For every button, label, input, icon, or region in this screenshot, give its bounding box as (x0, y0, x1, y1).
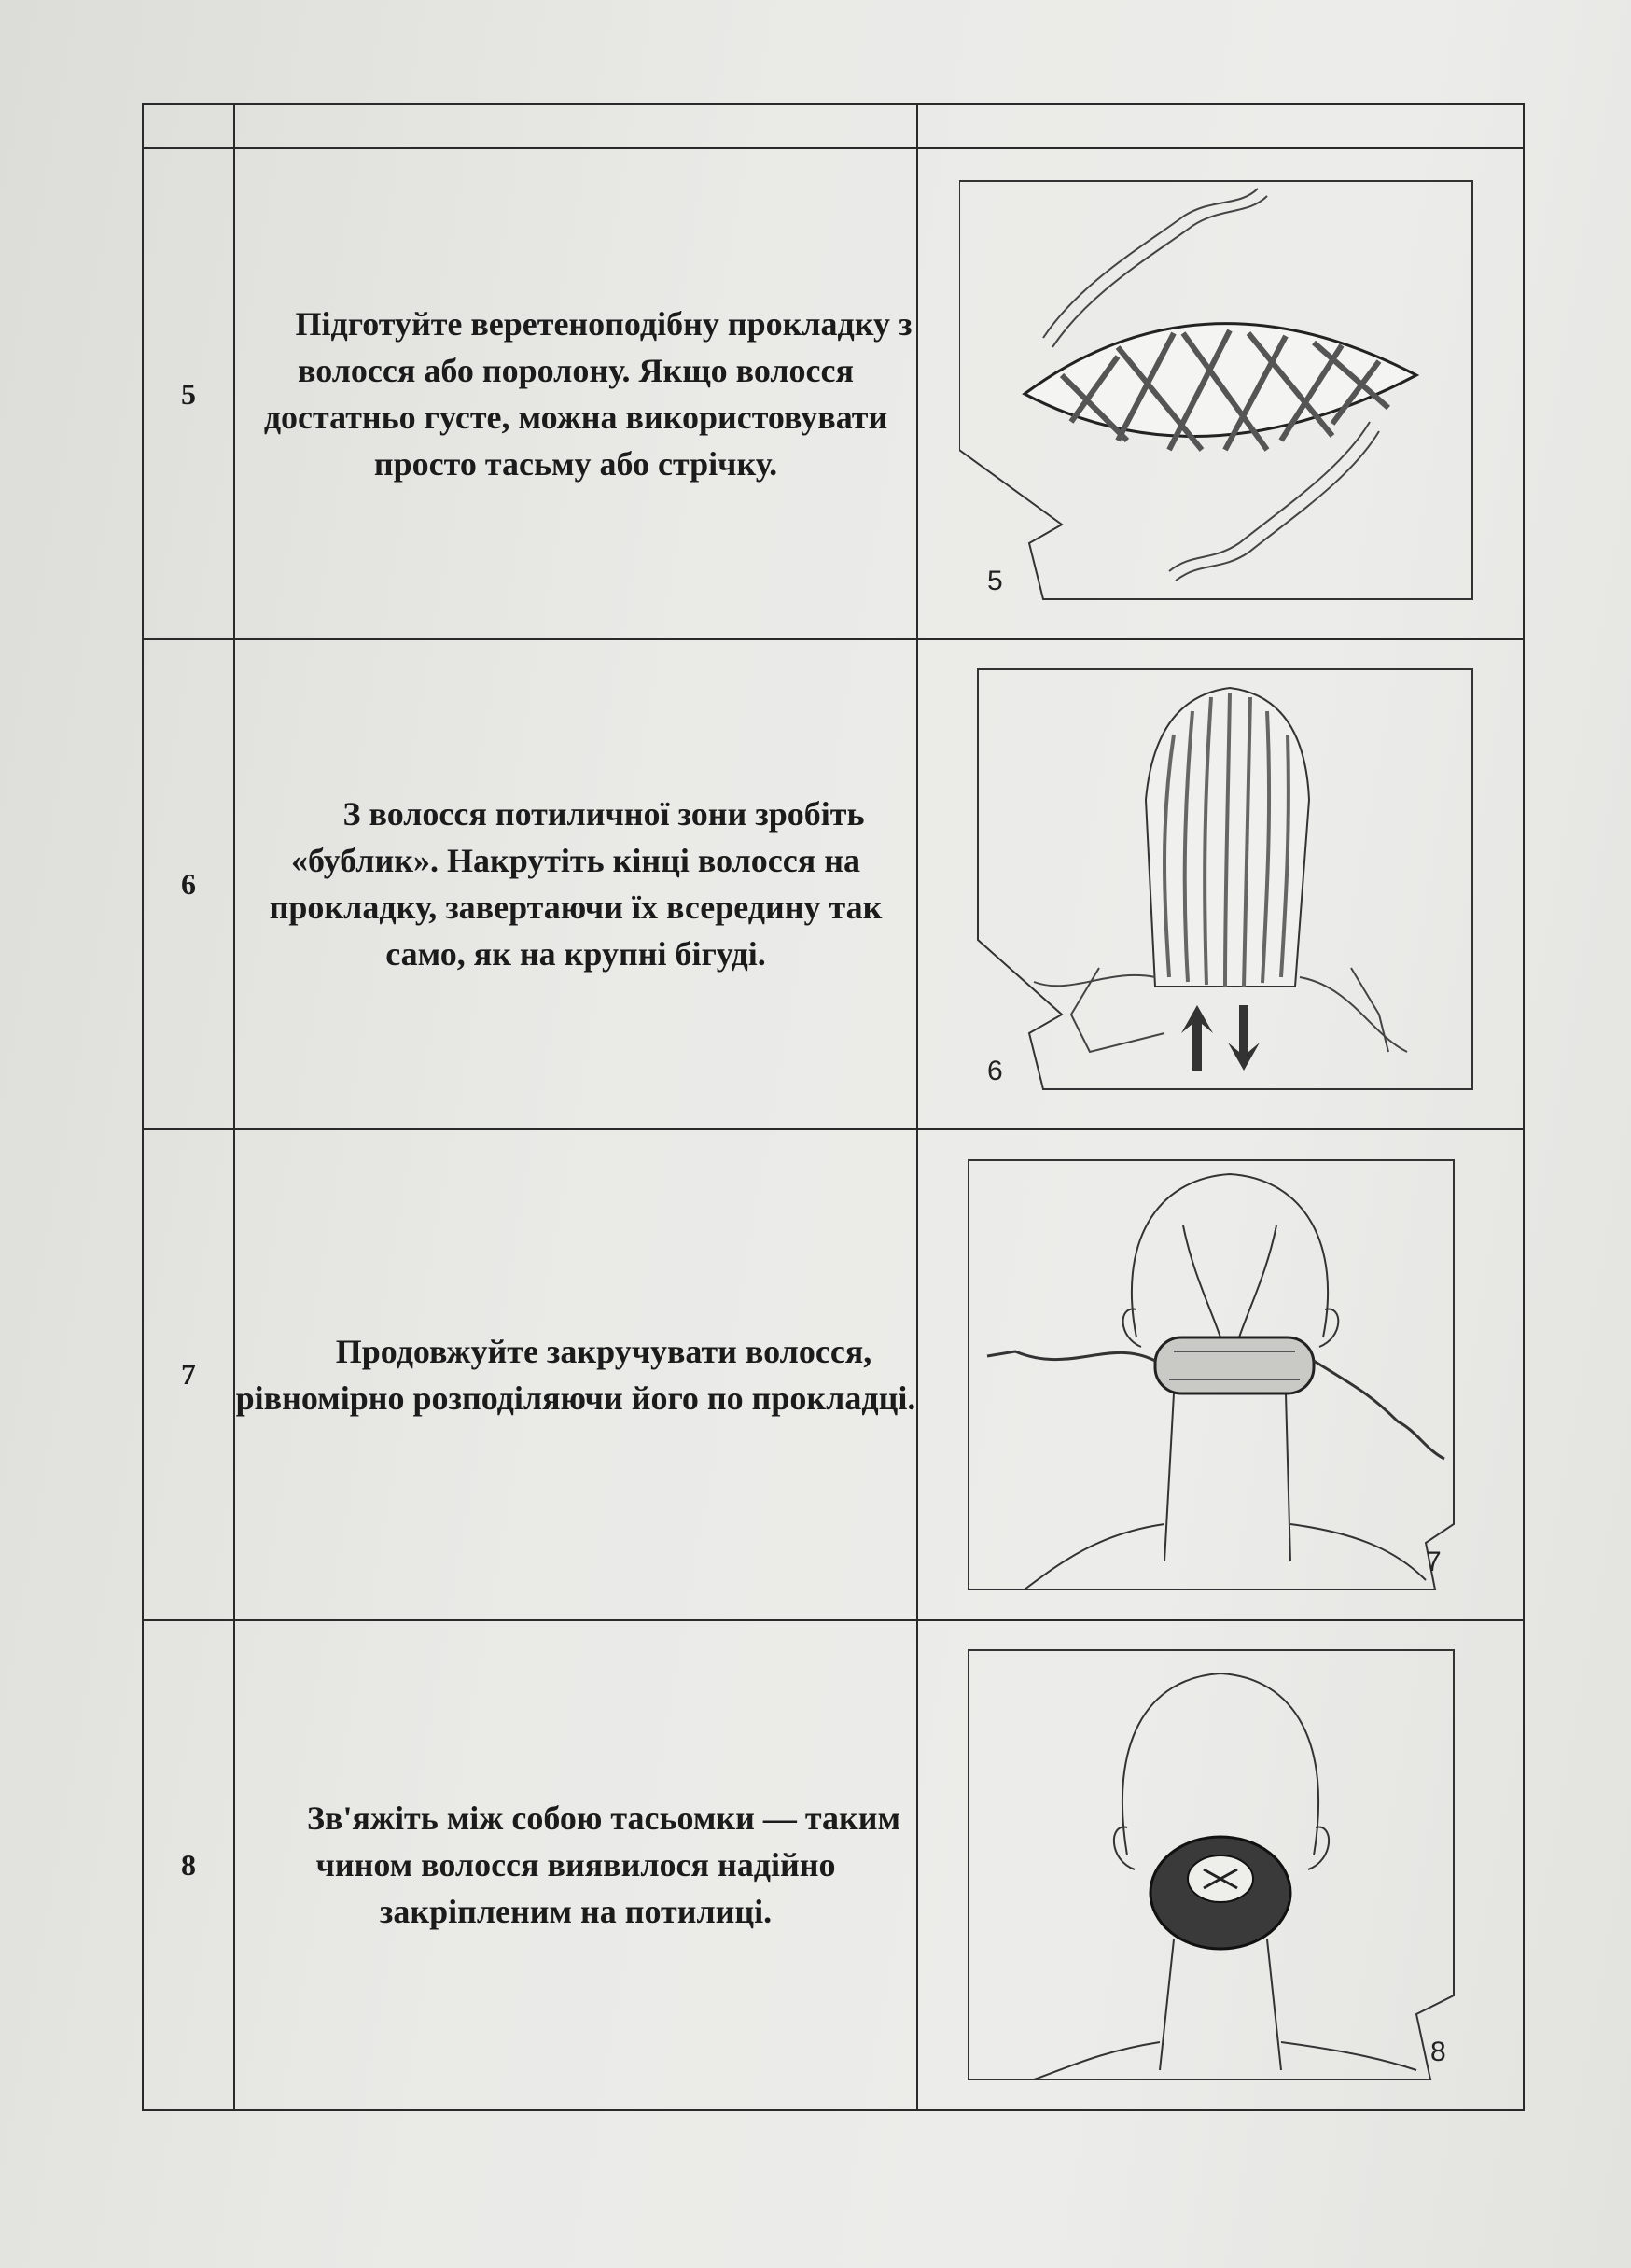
header-cell-number (143, 104, 234, 148)
figure-label: 5 (987, 566, 1003, 597)
step-figure-cell (917, 1620, 1524, 2110)
step-instruction-text: З волосся потиличної зони зробіть «бублик». Накрутіть кінці волосся на прокладку, завертаючи їх всередину так само, як на крупні бігуді. (269, 795, 883, 973)
header-cell-text (234, 104, 917, 148)
step-instruction-text: Підготуйте веретеноподібну прокладку з волосся або поролону. Якщо волосся достатньо густе, можна використовувати просто тасьму або стрічку. (263, 305, 913, 483)
table-row (143, 148, 1524, 638)
step-number: 6 (143, 639, 234, 1129)
table-row (143, 1129, 1524, 1619)
hair-strands (1146, 688, 1309, 987)
figure-label: 7 (1426, 1546, 1442, 1577)
step-instruction-text: Зв'яжіть між собою тасьомки — таким чином волосся виявилося надійно закріпленим на потилиці. (307, 1799, 900, 1931)
hair-roll (1155, 1337, 1314, 1393)
table-row (143, 1620, 1524, 2110)
step-instruction (234, 148, 917, 638)
arrow-down-icon (1228, 1005, 1260, 1071)
figure-label: 8 (1430, 2037, 1446, 2068)
step-instruction (234, 639, 917, 1129)
step-instruction (234, 1129, 917, 1619)
table-row (143, 639, 1524, 1129)
hair-rolled-on-pad-illustration (959, 660, 1482, 1108)
header-cell-figure (917, 104, 1524, 148)
step-number: 8 (143, 1620, 234, 2110)
spindle-pad-with-ribbon-illustration (959, 170, 1482, 618)
step-instruction-text: Продовжуйте закручувати волосся, рівномірно розподіляючи його по прокладці. (235, 1332, 916, 1417)
finished-bun-illustration (959, 1641, 1482, 2089)
hair-rolled-to-nape-illustration (959, 1151, 1482, 1599)
hair-bun (1150, 1837, 1290, 1949)
table-header-row (143, 104, 1524, 148)
step-figure-cell (917, 639, 1524, 1129)
figure-label: 6 (987, 1056, 1003, 1087)
step-figure-cell (917, 1129, 1524, 1619)
instruction-table (142, 103, 1525, 2111)
step-instruction (234, 1620, 917, 2110)
step-number: 7 (143, 1129, 234, 1619)
spindle-pad (1025, 324, 1416, 450)
step-number: 5 (143, 148, 234, 638)
step-figure-cell (917, 148, 1524, 638)
arrow-up-icon (1181, 1005, 1213, 1071)
